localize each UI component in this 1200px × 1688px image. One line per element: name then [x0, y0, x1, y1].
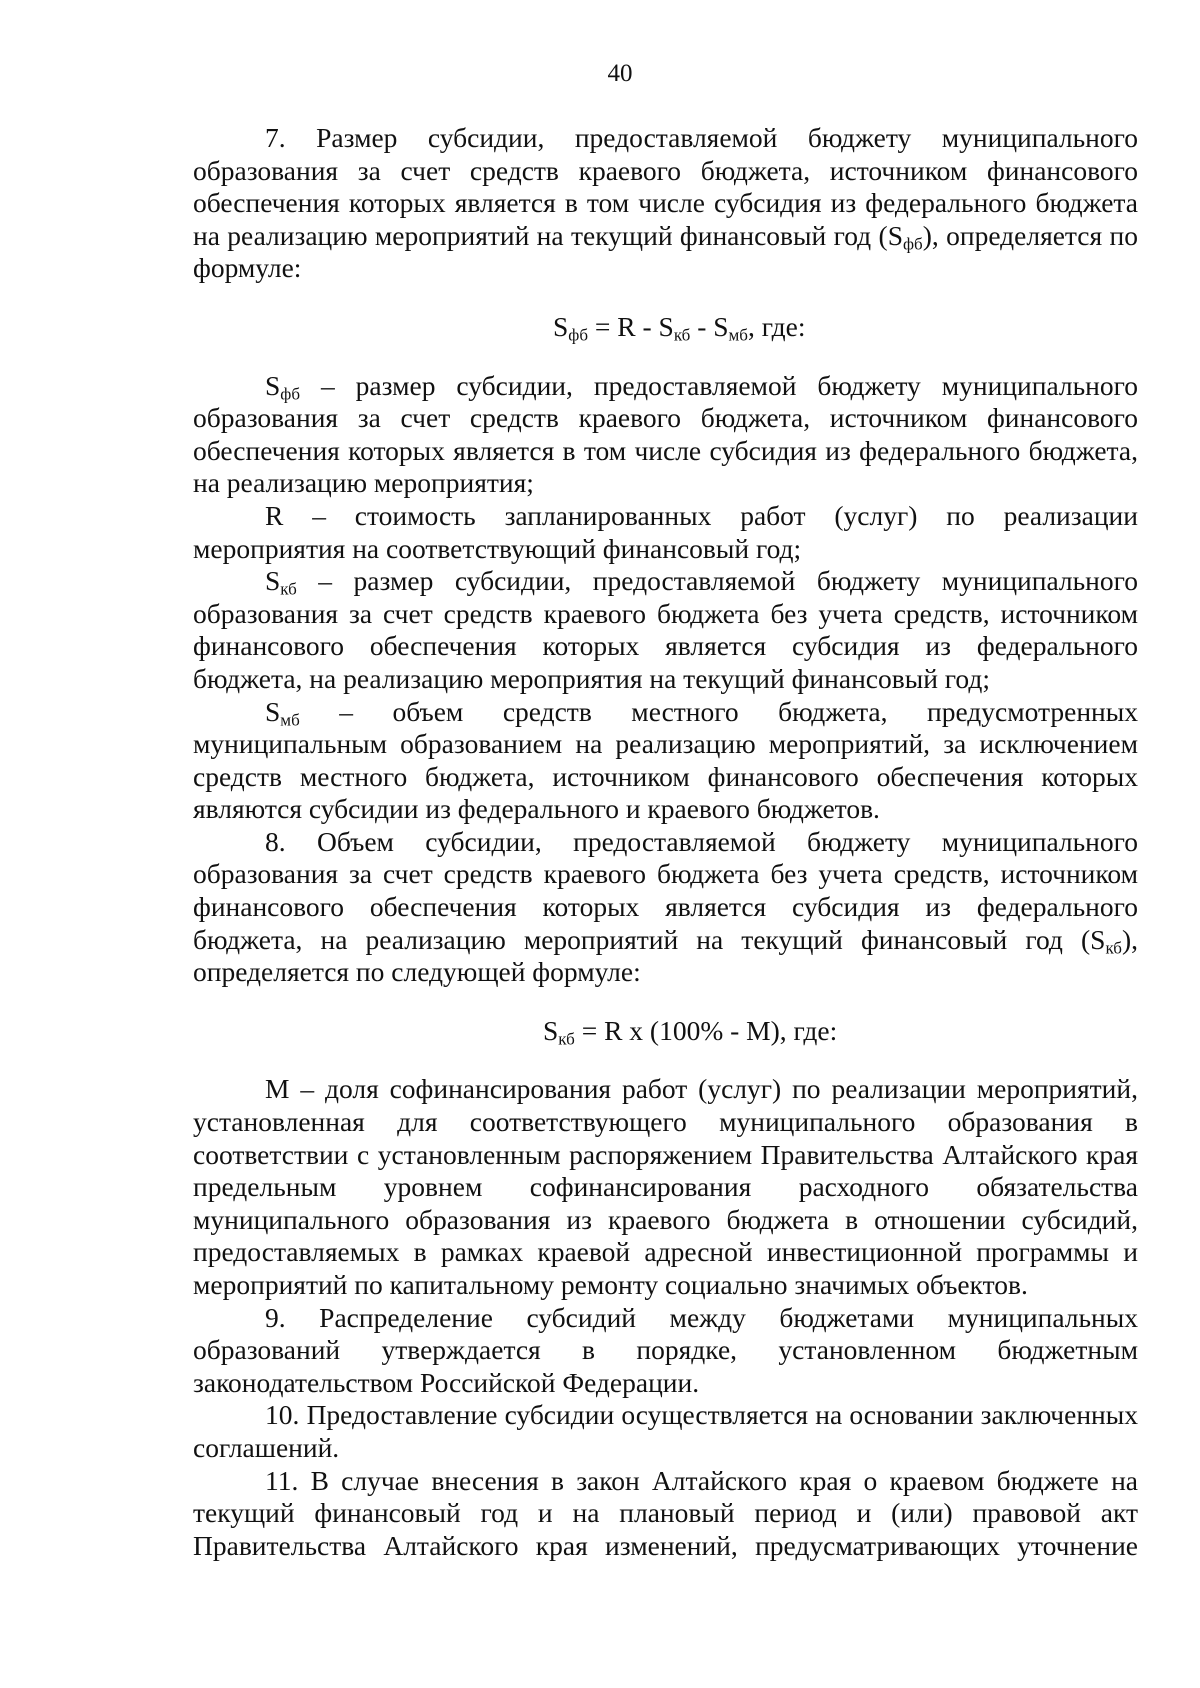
paragraph-11: 11. В случае внесения в закон Алтайского края о краевом бюджете на текущий финансовый год и на плановый период и (или) правовой акт Правительства Алтайского края изменений, предусматривающих уточнение — [193, 1464, 1138, 1561]
formula-sfb: $S_{фб} = R - S_{кб} - S_{мб}$, где: — [553, 310, 806, 345]
document-body — [193, 122, 1138, 1562]
definition-smb: $S_{мб}$ – объем средств местного бюджета, предусмотренных муниципальным образованием на реализацию мероприятий, за исключением средств местного бюджета, источником финансового обеспечения которых являются субсидии из федерального и краевого бюджетов. — [193, 695, 1138, 825]
paragraph-10: 10. Предоставление субсидии осуществляется на основании заключенных соглашений. — [193, 1399, 1138, 1463]
page-number: 40 — [607, 60, 633, 87]
paragraph-8: 8. Объем субсидии, предоставляемой бюджету муниципального образования за счет средств краевого бюджета без учета средств, источником финансового обеспечения которых является субсидия из федерального бюджета, на реализацию мероприятий на текущий финансовый год $(S_{кб})$, определяется по следующей формуле: — [193, 825, 1138, 988]
definition-sfb: $S_{фб}$ – размер субсидии, предоставляемой бюджету муниципального образования за счет средств краевого бюджета, источником финансового обеспечения которых является в том числе субсидия из федерального бюджета, на реализацию мероприятия; — [193, 369, 1138, 499]
definition-m: M – доля софинансирования работ (услуг) по реализации мероприятий, установленная для соответствующего муниципального образования в соответствии с установленным распоряжением Правительства Алтайского края предельным уровнем софинансирования расходного обязательства муниципального образования из краевого бюджета в отношении субсидий, предоставляемых в рамках краевой адресной инвестиционной программы и мероприятий по капитальному ремонту социально значимых объектов. — [193, 1073, 1138, 1300]
definition-skb: $S_{кб}$ – размер субсидии, предоставляемой бюджету муниципального образования за счет средств краевого бюджета без учета средств, источником финансового обеспечения которых является субсидия из федерального бюджета, на реализацию мероприятия на текущий финансовый год; — [193, 565, 1138, 694]
paragraph-7: 7. Размер субсидии, предоставляемой бюджету муниципального образования за счет средств краевого бюджета, источником финансового обеспечения которых является в том числе субсидия из федерального бюджета на реализацию мероприятий на текущий финансовый год $(S_{фб})$, определяется по формуле: — [193, 122, 1138, 284]
paragraph-9: 9. Распределение субсидий между бюджетами муниципальных образований утверждается в порядке, установленном бюджетным законодательством Российской Федерации. — [193, 1301, 1138, 1398]
formula-skb: $S_{кб} = R$ х (100% - M), где: — [543, 1014, 838, 1049]
definition-r: R – стоимость запланированных работ (услуг) по реализации мероприятия на соответствующий финансовый год; — [193, 499, 1138, 564]
